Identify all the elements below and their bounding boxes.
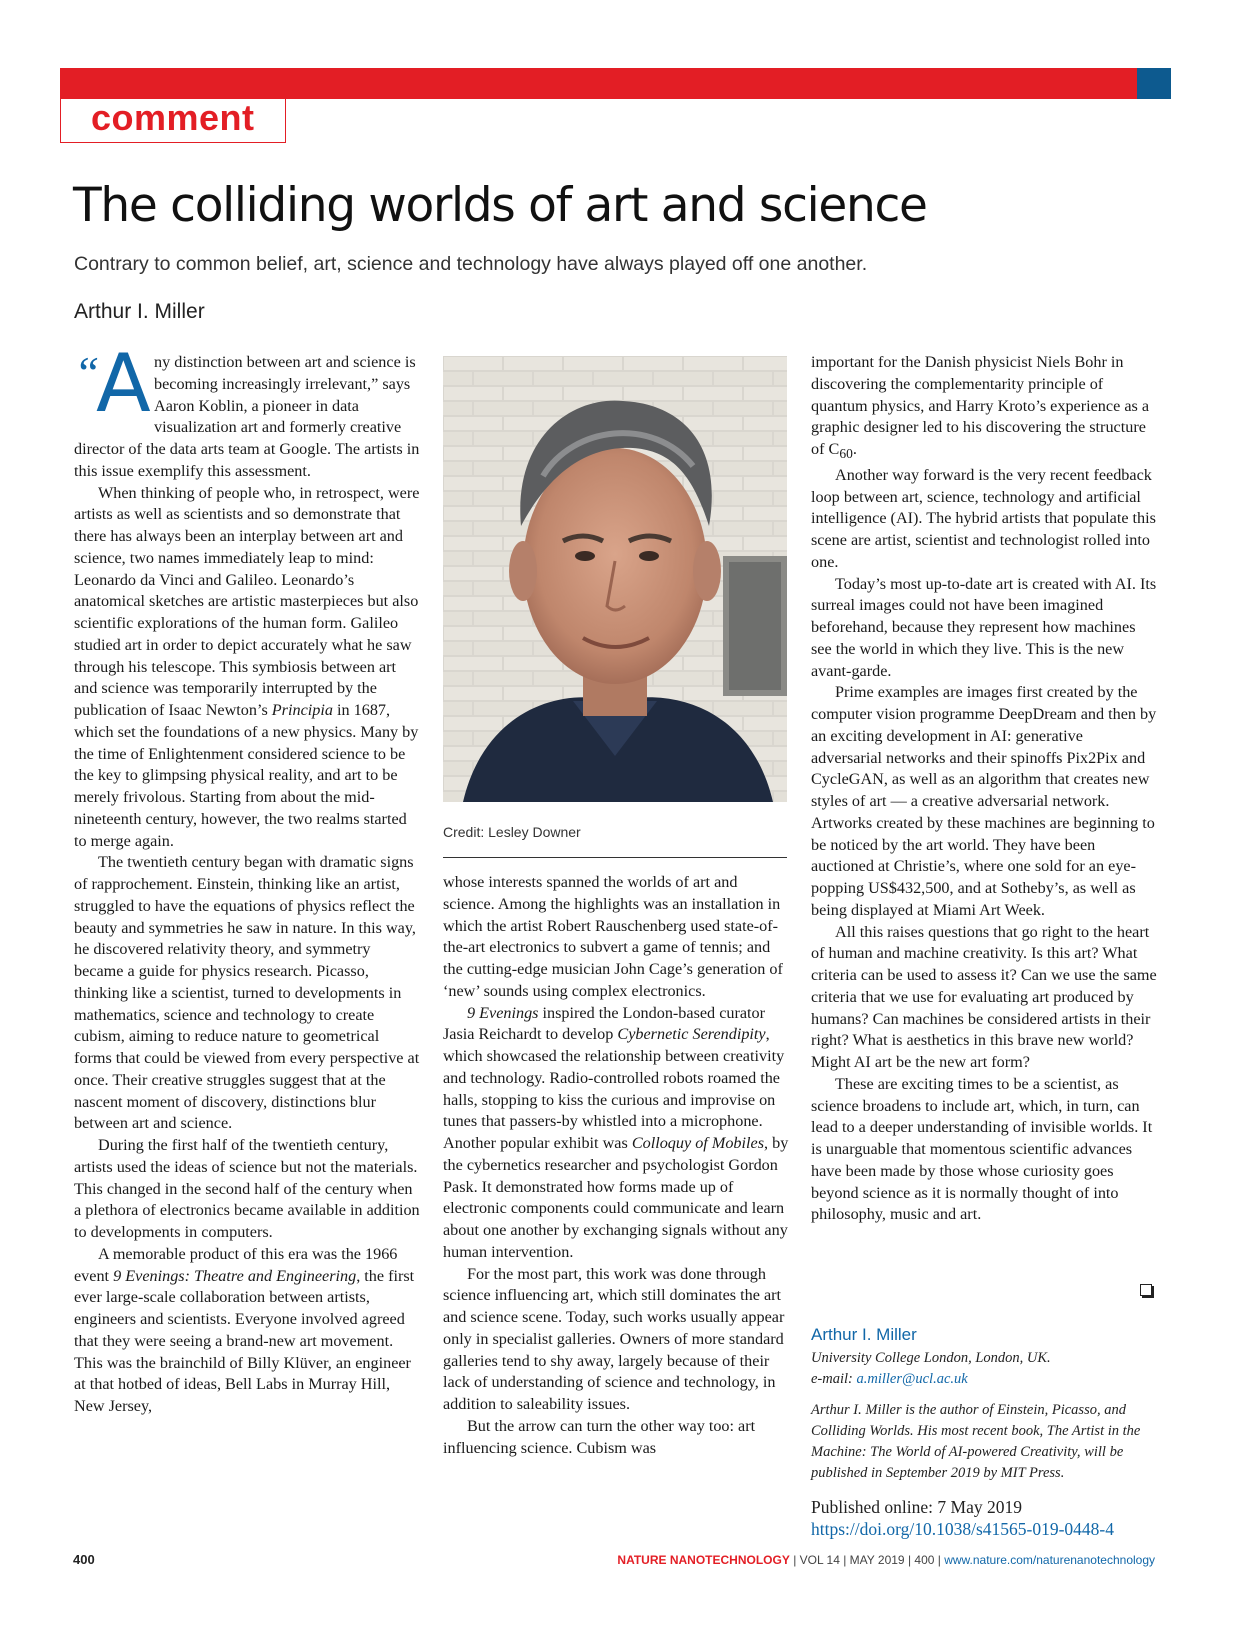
- col2-paragraph-1: whose interests spanned the worlds of art and science. Among the highlights was an installation in which the artist Robert Rauschenberg used state-of-the-art electronics to subvert a game of tennis; and the cutting-edge musician John Cage’s generation of ‘new’ sounds using complex electronics.: [443, 873, 783, 1000]
- col1-paragraph-2: [74, 483, 420, 853]
- col1-p1-text: ny distinction between art and science is becoming increasingly irrelevant,” says Aaron Koblin, a pioneer in data visualization art and formerly creative director of the data arts team at Google. The artists in this issue exemplify this assessment.: [74, 353, 420, 480]
- col1-paragraph-5: [74, 1244, 420, 1418]
- col3-paragraph-3: Today’s most up-to-date art is created with AI. Its surreal images could not have been imagined beforehand, because they represent how machines see the world in which they live. This is the new avant-garde.: [811, 574, 1157, 680]
- col3-paragraph-2: Another way forward is the very recent feedback loop between art, science, technology and artificial intelligence (AI). The hybrid artists that populate this scene are artist, scientist and technologist rolled into one.: [811, 465, 1156, 571]
- article-title: The colliding worlds of art and science: [73, 178, 927, 233]
- published-date: Published online: 7 May 2019: [811, 1497, 1022, 1517]
- column-2: [443, 872, 789, 1459]
- section-box: [60, 99, 286, 143]
- col1-p5-text-b: , the first ever large-scale collaboration between artists, engineers and scientists. Everyone involved agreed that they were seeing a brand-new art movement. This was the brainchild of Billy Klüver, an engineer at that hotbed of ideas, Bell Labs in Murray Hill, New Jersey,: [74, 1266, 415, 1415]
- column-1: [74, 337, 420, 1418]
- column-3: [811, 352, 1157, 1226]
- quote-mark: “: [74, 347, 100, 398]
- col2-p2-italic-3: Colloquy of Mobiles: [631, 1134, 764, 1152]
- author-affiliation: [811, 1325, 1157, 1484]
- footer-journal: NATURE NANOTECHNOLOGY: [617, 1553, 790, 1567]
- page-number: 400: [73, 1552, 95, 1567]
- col1-p2-text-a: When thinking of people who, in retrospect, were artists as well as scientists and so demonstrate that there has always been an interplay between art and science, two names immediately leap to mind: Leonardo da Vinci and Galileo. Leonardo’s anatomical sketches are artistic masterpieces but also scientific explorations of the human form. Galileo studied art in order to depict accurately what he saw through his telescope. This symbiosis between art and science was temporarily interrupted by the publication of Isaac Newton’s: [74, 483, 420, 719]
- col2-paragraph-2: [443, 1003, 789, 1264]
- page-footer: [617, 1553, 1155, 1567]
- col1-p5-italic: 9 Evenings: Theatre and Engineering: [113, 1266, 357, 1285]
- photo-caption: Credit: Lesley Downer: [443, 824, 581, 840]
- email-label: e-mail:: [811, 1371, 857, 1387]
- header-bar: [60, 68, 1171, 99]
- col1-p5-text-a: A memorable product of this era was the 1966 event: [74, 1244, 398, 1285]
- col1-paragraph-3: The twentieth century began with dramatic signs of rapprochement. Einstein, thinking like an artist, struggled to have the equations of physics reflect the beauty and symmetries he saw in nature. In this way, he discovered relativity theory, and symmetry became a guide for physics research. Picasso, thinking like a scientist, turned to developments in mathematics, science and technology to create cubism, aiming to reduce nature to geometrical forms that could be viewed from every perspective at once. Their creative struggles suggest that at the nascent moment of discovery, distinctions blur between art and science.: [74, 853, 420, 1133]
- col1-p2-italic: Principia: [271, 701, 333, 719]
- publication-info: [811, 1496, 1114, 1540]
- col3-paragraph-5: All this raises questions that go right to the heart of human and machine creativity. Is this art? What criteria can be used to assess it? Can we use the same criteria that we use for evaluating art produced by humans? Can machines be considered artists in their right? What is aesthetics in this brave new world? Might AI art be the new art form?: [811, 922, 1157, 1072]
- col3-p1-text-a: important for the Danish physicist Niels Bohr in discovering the complementarity principle of quantum physics, and Harry Kroto’s experience as a graphic designer led to his discovering the structure of C: [811, 353, 1150, 458]
- col1-paragraph-4: During the first half of the twentieth century, artists used the ideas of science but not the materials. This changed in the second half of the century when a plethora of electronics became available in addition to developments in computers.: [74, 1136, 420, 1241]
- col1-paragraph-1: [74, 337, 420, 483]
- author-portrait-illustration: [443, 356, 787, 802]
- col2-paragraph-3: For the most part, this work was done through science influencing art, which still dominates the art and science scene. Today, such works usually appear only in specialist galleries. Owners of more standard galleries tend to shy away, largely because of their lack of understanding of science and technology, in addition to saleability issues.: [443, 1264, 785, 1413]
- author-photo: [443, 356, 787, 802]
- end-of-article-icon: [1140, 1284, 1152, 1296]
- col3-p1-subscript: 60: [839, 446, 853, 462]
- section-label: comment: [91, 97, 255, 138]
- col1-p2-text-b: in 1687, which set the foundations of a new physics. Many by the time of Enlightenment considered science to be the key to glimpsing physical reality, and art to be merely frivolous. Starting from about the mid-nineteenth century, however, the two realms started to merge again.: [74, 701, 419, 850]
- header-bar-corner: [1137, 68, 1171, 99]
- col3-paragraph-1: [811, 352, 1157, 465]
- col3-paragraph-4: Prime examples are images first created by the computer vision programme DeepDream and then by an exciting development in AI: generative adversarial networks and their spinoffs Pix2Pix and CycleGAN, as well as an algorithm that creates new styles of art — a creative adversarial network. Artworks created by these machines are beginning to be noticed by the art world. They have been auctioned at Christie’s, where one sold for an eye-popping US$432,500, and at Sotheby’s, as well as being displayed at Miami Art Week.: [811, 683, 1157, 919]
- affiliation-author-name: Arthur I. Miller: [811, 1325, 917, 1344]
- col2-p2-text-b: , which showcased the relationship between creativity and technology. Radio-controlled robots roamed the halls, stopping to kiss the curious and improvise on tunes that passers-by whistled into a microphone. Another popular exhibit was: [443, 1025, 785, 1152]
- footer-issue: | VOL 14 | MAY 2019 | 400 |: [789, 1553, 945, 1567]
- col2-p2-italic-2: Cybernetic Serendipity: [617, 1025, 766, 1044]
- col2-p2-text-a: inspired the London-based curator Jasia Reichardt to develop: [443, 1003, 766, 1044]
- col3-p1-text-b: .: [852, 440, 857, 458]
- col2-p2-italic-1: 9 Evenings: [467, 1003, 539, 1022]
- affiliation-institution: University College London, London, UK.: [811, 1350, 1051, 1366]
- bio-text-a: Arthur I. Miller is the author of Einstein, Picasso, and Colliding Worlds. His most recent book,: [811, 1402, 1126, 1439]
- dropcap-block: [74, 337, 154, 430]
- col3-paragraph-6: These are exciting times to be a scientist, as science broadens to include art, which, in turn, can lead to a deeper understanding of invisible worlds. It is unarguable that momentous scientific advances have been made by those whose curiosity goes beyond science as it is normally thought of into philosophy, music and art.: [811, 1074, 1153, 1224]
- col2-paragraph-4: But the arrow can turn the other way too: art influencing science. Cubism was: [443, 1416, 756, 1457]
- article-author: Arthur I. Miller: [74, 300, 205, 323]
- footer-url-link[interactable]: www.nature.com/naturenanotechnology: [944, 1553, 1155, 1567]
- author-bio: [811, 1400, 1157, 1484]
- bio-text-c: will be published in September 2019 by MIT Press.: [811, 1444, 1124, 1481]
- affiliation-email-line: [811, 1369, 1157, 1390]
- dropcap-letter: A: [96, 337, 151, 430]
- caption-divider: [443, 857, 787, 858]
- col2-p2-text-c: , by the cybernetics researcher and psychologist Gordon Pask. It demonstrated how forms made up of electronic components could communicate and learn about one another by exchanging signals without any human intervention.: [443, 1134, 789, 1261]
- bio-book-title: The Artist in the Machine: The World of AI-powered Creativity,: [811, 1423, 1141, 1460]
- doi-link[interactable]: https://doi.org/10.1038/s41565-019-0448-4: [811, 1519, 1115, 1539]
- article-standfirst: Contrary to common belief, art, science and technology have always played off one another.: [74, 253, 868, 275]
- author-email-link[interactable]: a.miller@ucl.ac.uk: [856, 1371, 968, 1387]
